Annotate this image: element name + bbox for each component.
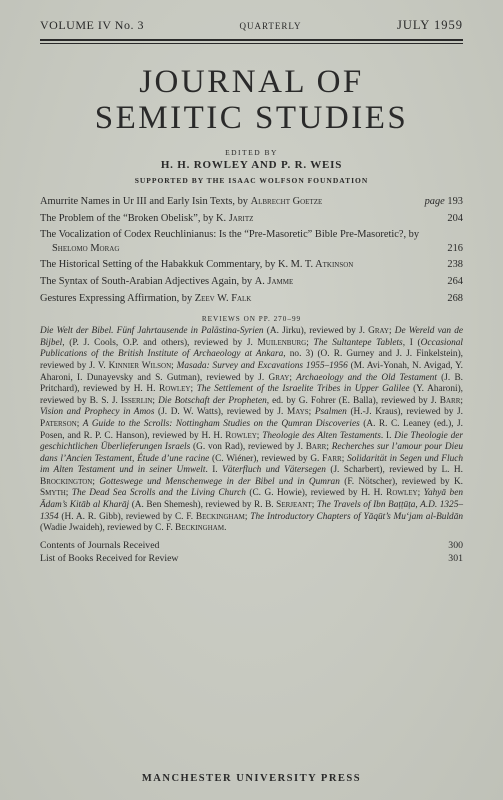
reviewer-name: G. Farr <box>310 453 342 464</box>
header-rule-thin <box>40 43 463 44</box>
back-matter-label: Contents of Journals Received <box>40 539 160 551</box>
review-text: (Y. Aharoni), reviewed by <box>40 384 463 406</box>
reviewed-book-title: Recherches sur l’amour pour Dieu dans l’Ancien Testament, Étude d’une racine <box>40 442 463 464</box>
reviewed-book-title: Solidarität in Segen und Fluch im Alten Testament und in seiner Umwelt <box>40 453 463 476</box>
review-text: (F. Nötscher), reviewed by <box>339 476 454 487</box>
article-title <box>40 195 425 209</box>
review-text: ; <box>306 337 314 348</box>
reviewed-book-title: Theologie des Alten Testaments <box>262 430 381 441</box>
volume-number: VOLUME IV No. 3 <box>40 18 144 32</box>
back-matter-label: List of Books Received for Review <box>40 552 179 564</box>
review-text: ; <box>92 476 100 487</box>
frequency: QUARTERLY <box>239 21 302 31</box>
journal-title <box>40 64 463 136</box>
article-entry <box>40 258 463 272</box>
reviewed-book-title: The Introductory Chapters of Yāqūt’s Mu‘jam al-Buldān <box>250 511 463 522</box>
review-text: . <box>224 523 227 534</box>
reviewed-book-title: The Dead Sea Scrolls and the Living Church <box>71 488 246 499</box>
review-text: , ed. by G. Fohrer (E. Balla), reviewed by <box>266 395 431 406</box>
article-page <box>447 242 463 256</box>
review-text: ; <box>152 395 159 406</box>
reviewer-name: R. B. Serjeant <box>254 500 312 511</box>
review-text: , I ( <box>402 337 421 348</box>
reviewed-book-title: Psalmen <box>314 407 347 418</box>
article-title <box>40 228 447 255</box>
article-author: Albrecht Goetze <box>250 196 323 207</box>
article-page <box>447 212 463 226</box>
review-text: (M. Avi-Yonah, N. Avigad, Y. Aharoni, I. Dunayevsky and S. Gutman), reviewed by <box>40 360 463 383</box>
article-author: Zeev W. Falk <box>194 292 252 304</box>
review-text: (A. Ben Shemesh), reviewed by <box>129 500 254 511</box>
article-entry <box>40 212 463 226</box>
title-line-1: JOURNAL OF <box>139 64 364 100</box>
review-text: (G. von Rad), reviewed by <box>190 442 297 453</box>
reviewed-book-title: Gotteswege und Menschenwege in der Bibel und in Qumran <box>99 476 340 487</box>
review-text: ; <box>256 430 263 441</box>
publisher: MANCHESTER UNIVERSITY PRESS <box>141 773 362 784</box>
review-text: ; <box>341 453 348 464</box>
edited-by-label: EDITED BY <box>225 148 278 157</box>
review-text: (H. A. R. Gibb), reviewed by <box>58 511 175 522</box>
support-line: SUPPORTED BY THE ISAAC WOLFSON FOUNDATION <box>134 176 369 185</box>
reviewer-name: H. H. Rowley <box>133 384 191 395</box>
reviewed-book-title: Die Theologie der geschichtlichen Überlieferungen Israels <box>40 430 463 453</box>
article-author: A. Jamme <box>254 275 294 287</box>
page-number: 216 <box>447 242 463 254</box>
reviewer-name: C. F. Beckingham <box>174 511 245 522</box>
article-page <box>447 292 463 306</box>
reviewer-name: J. Paterson <box>40 407 463 429</box>
article-entry <box>40 292 463 306</box>
review-text: (C. Wiéner), reviewed by <box>209 453 311 464</box>
reviews-heading: REVIEWS ON PP. 270–99 <box>201 315 302 324</box>
article-page <box>447 275 463 289</box>
reviews-list <box>40 326 463 535</box>
reviewed-book-title: Masada: Survey and Excavations 1955–1956 <box>176 360 348 371</box>
review-text: (J. B. Pritchard), reviewed by <box>40 372 463 395</box>
article-title-text: The Syntax of South-Arabian Adjectives Again, by <box>40 275 255 287</box>
review-text: ; <box>417 488 424 499</box>
review-text: (Wadie Jwaideh), reviewed by <box>40 523 156 534</box>
page-number: 193 <box>447 196 463 207</box>
review-text: (H.-J. Kraus), reviewed by <box>346 407 458 418</box>
page-number: 238 <box>447 259 463 271</box>
review-text: (A. R. C. Leaney (ed.), J. Posen, and R. P. C. Hanson), reviewed by <box>40 418 463 441</box>
reviewer-name: J. Gray <box>258 372 290 383</box>
article-entry <box>40 195 463 209</box>
reviewed-book-title: Archaeology and the Old Testament <box>296 372 437 383</box>
reviewer-name: K. Smyth <box>40 476 463 499</box>
reviewer-name: J. Gray <box>359 326 389 337</box>
back-matter-entry <box>40 539 463 552</box>
reviewed-book-title: Vision and Prophecy in Amos <box>40 407 155 418</box>
header-rule-thick <box>40 39 463 41</box>
reviewed-book-title: Die Welt der Bibel. Fünf Jahrtausende in Palästina-Syrien <box>40 326 264 337</box>
review-text: ; <box>460 395 463 406</box>
editor-names: H. H. ROWLEY AND P. R. WEIS <box>160 159 343 171</box>
review-text: ; <box>388 326 395 337</box>
page-number: 204 <box>447 212 463 224</box>
review-text: (C. G. Howie), reviewed by <box>245 488 362 499</box>
review-text: ; <box>76 418 83 429</box>
review-text: ; <box>311 500 317 511</box>
reviewer-name: J. Barr <box>430 395 461 406</box>
reviewer-name: B. S. J. Isserlin <box>89 395 153 406</box>
review-text: ; <box>308 407 315 418</box>
reviewer-name: J. Mays <box>277 407 309 418</box>
article-author: Shelomo Morag <box>52 242 120 254</box>
reviewed-book-title: The Sultantepe Tablets <box>313 337 403 348</box>
article-entry <box>40 275 463 289</box>
reviewed-book-title: De Wereld van de Bijbel <box>40 326 463 348</box>
reviewed-book-title: The Settlement of the Israelite Tribes in Upper Galilee <box>196 384 410 395</box>
reviewer-name: L. H. Brockington <box>40 465 463 487</box>
reviewer-name: J. Barr <box>296 442 327 453</box>
review-text: , no. 3) (O. R. Gurney and J. J. Finkelstein), reviewed by <box>40 349 463 371</box>
page-number: 264 <box>447 275 463 287</box>
review-text: . I. <box>205 465 223 476</box>
review-text: (A. Jirku), reviewed by <box>263 326 359 337</box>
reviewed-book-title: Die Botschaft der Propheten <box>158 395 267 406</box>
reviewed-book-title: Occasional Publications of the British Institute of Archaeology at Ankara <box>40 337 463 360</box>
page-number: 268 <box>447 292 463 304</box>
article-title-text: Gestures Expressing Affirmation, by <box>40 292 195 304</box>
reviewer-name: H. H. Rowley <box>361 488 418 499</box>
reviewed-book-title: The Travels of Ibn Baṭṭūṭa, A.D. 1325–1354 <box>40 500 463 522</box>
back-matter-entry <box>40 552 463 565</box>
reviewed-book-title: Väterfluch und Vätersegen <box>222 465 326 476</box>
review-text: , (P. J. Cools, O.P. and others), reviewed by <box>62 337 247 348</box>
article-title <box>40 212 447 226</box>
article-title-text: Amurrite Names in Ur III and Early Isin Texts, by <box>40 196 251 207</box>
reviewer-name: J. Muilenburg <box>246 337 307 348</box>
back-matter-page: 301 <box>448 552 463 564</box>
reviewed-book-title: Yahyā ben Ādam’s Kitāb al Kharāj <box>40 488 463 511</box>
article-title <box>40 292 447 306</box>
article-page <box>447 258 463 272</box>
review-text: . I. <box>380 430 395 441</box>
article-page <box>425 195 463 209</box>
article-title <box>40 275 447 289</box>
page-prefix: page <box>424 196 445 207</box>
review-text: ; <box>65 488 72 499</box>
article-entry <box>40 228 463 255</box>
article-title-text: The Vocalization of Codex Reuchlinianus: Is the “Pre-Masoretic” Bible Pre-Masoretic?, by <box>40 229 420 241</box>
article-title <box>40 258 447 272</box>
review-text: ; <box>190 384 197 395</box>
issue-date: JULY 1959 <box>397 18 463 32</box>
reviewer-name: C. F. Beckingham <box>155 523 225 534</box>
back-matter <box>40 539 463 565</box>
table-of-contents <box>40 195 463 305</box>
article-author: K. M. T. Atkinson <box>277 259 354 271</box>
review-text: ; <box>289 372 297 383</box>
article-author: K. Jaritz <box>216 212 254 224</box>
review-text: ; <box>171 360 177 371</box>
article-title-text: The Problem of the “Broken Obelisk”, by <box>40 212 217 224</box>
issue-header <box>40 18 463 37</box>
back-matter-page: 300 <box>448 539 463 551</box>
reviewer-name: J. V. Kinnier Wilson <box>89 360 172 371</box>
article-title-text: The Historical Setting of the Habakkuk Commentary, by <box>40 259 278 271</box>
review-text: (J. D. W. Watts), reviewed by <box>154 407 278 418</box>
review-text: ; <box>244 511 251 522</box>
title-line-2: SEMITIC STUDIES <box>94 100 409 136</box>
review-text: ; <box>326 442 332 453</box>
reviewer-name: H. H. Rowley <box>201 430 257 441</box>
review-text: (J. Scharbert), reviewed by <box>325 465 442 476</box>
reviewed-book-title: A Guide to the Scrolls: Nottingham Studies on the Qumran Discoveries <box>82 418 360 429</box>
